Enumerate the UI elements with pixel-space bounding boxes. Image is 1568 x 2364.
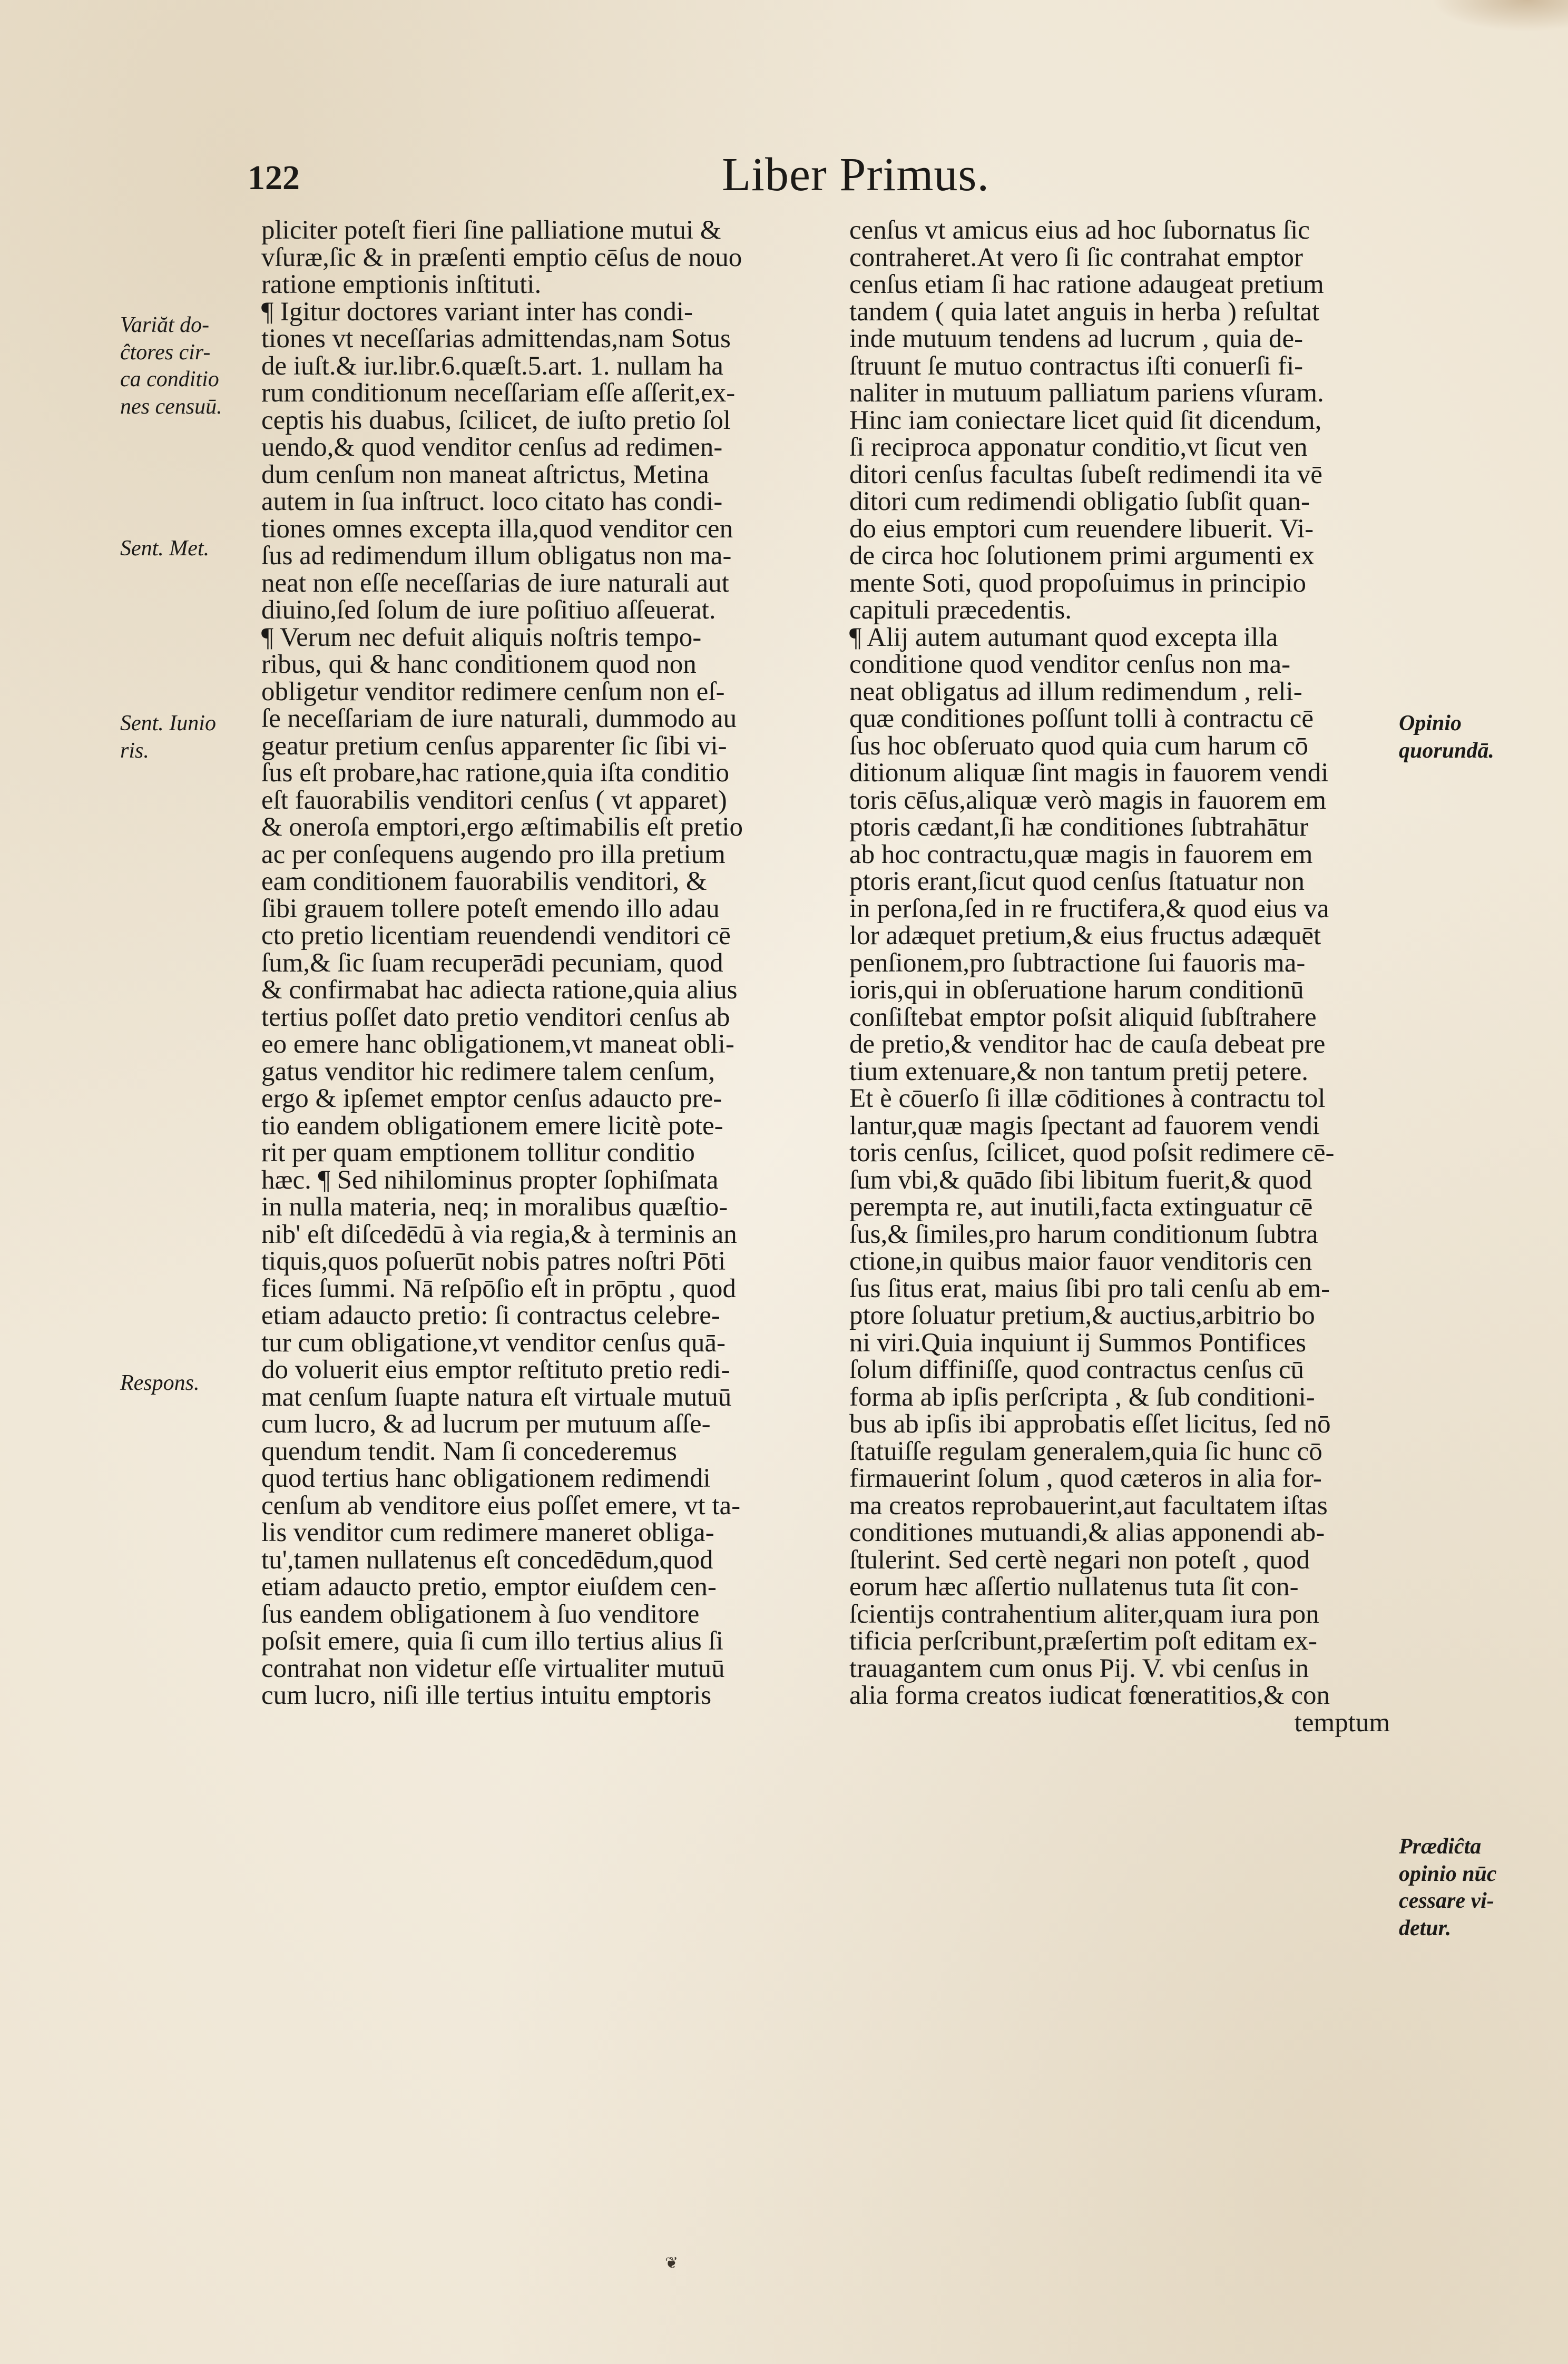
text-line: mat cenſum ſuapte natura eſt virtuale mutuū (261, 1382, 732, 1412)
text-line: de pretio,& venditor hac de cauſa debeat pre (849, 1029, 1326, 1059)
text-line: ſus hoc obſeruato quod quia cum harum cō (849, 731, 1309, 761)
text-line: quendum tendit. Nam ſi concederemus (261, 1436, 677, 1466)
left-text-column (261, 217, 809, 1710)
running-title: Liber Primus. (722, 149, 989, 201)
text-line: ſtruunt ſe mutuo contractus iſti conuerſi fi- (849, 351, 1304, 381)
text-line: trauagantem cum onus Pij. V. vbi cenſus in (849, 1653, 1309, 1683)
text-line: quæ conditiones poſſunt tolli à contractu cē (849, 704, 1314, 733)
text-line: cenſus etiam ſi hac ratione adaugeat pretium (849, 270, 1324, 299)
text-line: ¶ Verum nec defuit aliquis noſtris tempo- (261, 622, 702, 652)
text-line: ab hoc contractu,quæ magis in fauorem em (849, 839, 1313, 869)
text-line: conditiones mutuandi,& alias apponendi ab- (849, 1518, 1325, 1547)
text-line: cum lucro, niſi ille tertius intuitu emptoris (261, 1681, 712, 1710)
text-line: toris cenſus, ſcilicet, quod poſsit redimere cē- (849, 1138, 1335, 1168)
printer-ornament: ❦ (665, 2254, 679, 2272)
margin-note-line: detur. (1399, 1916, 1452, 1940)
margin-note-line: Sent. Iunio (120, 711, 216, 735)
text-line: tiones vt neceſſarias admittendas,nam Sotus (261, 324, 731, 354)
margin-note-line: ca conditio (120, 367, 219, 391)
margin-note-line: Opinio (1399, 711, 1462, 735)
text-line: de circa hoc ſolutionem primi argumenti ex (849, 541, 1315, 571)
text-line: etiam adaucto pretio: ſi contractus celebre- (261, 1301, 720, 1330)
text-line: ni viri.Quia inquiunt ij Summos Pontifices (849, 1328, 1306, 1358)
text-line: pliciter poteſt fieri ſine palliatione mutui & (261, 215, 721, 245)
text-line: alia forma creatos iudicat fœneratitios,& con (849, 1681, 1330, 1710)
text-line: Hinc iam coniectare licet quid ſit dicendum, (849, 405, 1322, 435)
text-line: ſus ad redimendum illum obligatus non ma- (261, 541, 732, 571)
margin-note-left (120, 710, 216, 764)
text-line: obligetur venditor redimere cenſum non eſ- (261, 676, 725, 707)
text-line: conditione quod venditor cenſus non ma- (849, 650, 1291, 679)
margin-note-line: cessare vi- (1399, 1889, 1494, 1913)
catchword: temptum (1294, 1708, 1390, 1738)
text-line: ſus ſitus erat, maius ſibi pro tali cenſu ab em- (849, 1273, 1330, 1303)
text-line: uendo,& quod venditor cenſus ad redimen- (261, 433, 723, 462)
text-line: rum conditionum neceſſariam eſſe aſſerit,ex- (261, 378, 736, 408)
text-line: ditori cum redimendi obligatio ſubſit quan- (849, 487, 1310, 516)
text-line: ceptis his duabus, ſcilicet, de iuſto pretio ſol (261, 405, 731, 435)
text-line: ſcientijs contrahentium aliter,quam iura pon (849, 1599, 1319, 1629)
text-line: rit per quam emptionem tollitur conditio (261, 1138, 695, 1168)
text-line: firmauerint ſolum , quod cæteros in alia for- (849, 1464, 1322, 1493)
text-line: cum lucro, & ad lucrum per mutuum aſſe- (261, 1409, 711, 1439)
text-line: inde mutuum tendens ad lucrum , quia de- (849, 324, 1304, 354)
text-line: ſibi grauem tollere poteſt emendo illo adau (261, 894, 720, 924)
text-line: tiones omnes excepta illa,quod venditor cen (261, 514, 733, 544)
text-line: perempta re, aut inutili,facta extinguatur cē (849, 1192, 1313, 1222)
text-line: vſuræ,ſic & in præſenti emptio cēſus de nouo (261, 242, 742, 272)
margin-note-line: Sent. Met. (120, 536, 210, 561)
text-line: dum cenſum non maneat aſtrictus, Metina (261, 459, 709, 489)
page-header (248, 148, 1396, 205)
text-line: mente Soti, quod propoſuimus in principio (849, 568, 1306, 598)
text-line: diuino,ſed ſolum de iure poſitiuo aſſeuerat. (261, 595, 716, 625)
text-line: tertius poſſet dato pretio venditori cenſus ab (261, 1002, 730, 1032)
text-line: ¶ Igitur doctores variant inter has condi- (261, 297, 693, 327)
text-line: ¶ Alij autem autumant quod excepta illa (849, 622, 1278, 652)
text-line: ditori cenſus facultas ſubeſt redimendi ita vē (849, 459, 1322, 489)
text-line: ſus eandem obligationem à ſuo venditore (261, 1599, 700, 1629)
text-line: eſt fauorabilis venditori cenſus ( vt apparet) (261, 785, 727, 815)
margin-note-left (120, 312, 222, 420)
text-line: in nulla materia, neq; in moralibus quæſtio- (261, 1192, 728, 1222)
text-line: ptoris erant,ſicut quod cenſus ſtatuatur non (849, 867, 1305, 896)
text-line: autem in ſua inſtruct. loco citato has condi- (261, 487, 723, 516)
text-line: ma creatos reprobauerint,aut facultatem iſtas (849, 1490, 1328, 1521)
margin-note-line: ris. (120, 738, 149, 763)
margin-note-left (120, 1370, 200, 1397)
margin-note-line: opinio nūc (1399, 1861, 1497, 1886)
text-line: tificia perſcribunt,præſertim poſt editam ex- (849, 1626, 1317, 1656)
text-line: ctione,in quibus maior fauor venditoris cen (849, 1247, 1312, 1276)
margin-note-line: ĉtores cir- (120, 340, 211, 365)
text-line: ſum vbi,& quādo ſibi libitum fuerit,& quod (849, 1165, 1312, 1195)
margin-note-line: Respons. (120, 1371, 200, 1395)
text-line: cto pretio licentiam reuendendi venditori cē (261, 921, 731, 950)
text-line: ribus, qui & hanc conditionem quod non (261, 650, 697, 679)
text-line: tandem ( quia latet anguis in herba ) reſultat (849, 297, 1320, 327)
text-line: ſe neceſſariam de iure naturali, dummodo au (261, 704, 737, 733)
text-line: lantur,quæ magis ſpectant ad fauorem vendi (849, 1111, 1320, 1141)
margin-note-line: Prædiĉta (1399, 1835, 1482, 1859)
text-line: tium extenuare,& non tantum pretij petere. (849, 1056, 1308, 1086)
text-line: do eius emptori cum reuendere libuerit. Vi- (849, 514, 1314, 544)
text-line: eorum hæc aſſertio nullatenus tuta ſit con- (849, 1572, 1299, 1602)
text-line: penſionem,pro ſubtractione ſui fauoris ma- (849, 948, 1306, 978)
text-line: de iuſt.& iur.libr.6.quæſt.5.art. 1. nullam ha (261, 351, 723, 381)
text-line: do voluerit eius emptor reſtituto pretio redi- (261, 1355, 730, 1385)
text-line: eam conditionem fauorabilis venditori, & (261, 867, 707, 896)
text-line: Et è cōuerſo ſi illæ cōditiones à contractu tol (849, 1084, 1326, 1113)
text-line: poſsit emere, quia ſi cum illo tertius alius ſi (261, 1626, 723, 1656)
text-line: ſtulerint. Sed certè negari non poteſt , quod (849, 1545, 1310, 1575)
text-line: quod tertius hanc obligationem redimendi (261, 1464, 711, 1493)
text-line: bus ab ipſis ibi approbatis eſſet licitus, ſed nō (849, 1409, 1331, 1439)
text-line: eo emere hanc obligationem,vt maneat obli- (261, 1029, 734, 1059)
margin-note-line: quorundā. (1399, 738, 1494, 763)
text-line: conſiſtebat emptor poſsit aliquid ſubſtrahere (849, 1002, 1317, 1032)
text-line: tio eandem obligationem emere licitè pote- (261, 1111, 723, 1141)
text-line: neat obligatus ad illum redimendum , reli- (849, 676, 1302, 707)
margin-note-right (1399, 710, 1494, 764)
text-line: fices ſummi. Nā reſpōſio eſt in prōptu , quod (261, 1273, 736, 1303)
right-text-column (849, 217, 1397, 1737)
text-line: hæc. ¶ Sed nihilominus propter ſophiſmata (261, 1165, 719, 1195)
margin-note-line: nes censuū. (120, 394, 222, 419)
text-line: lor adæquet pretium,& eius fructus adæquēt (849, 921, 1321, 950)
text-line: naliter in mutuum palliatum pariens vſuram. (849, 378, 1324, 408)
text-line: nib' eſt diſcedēdū à via regia,& à terminis an (261, 1219, 737, 1249)
margin-note-left (120, 535, 209, 563)
margin-note-right (1399, 1833, 1497, 1942)
text-line: ſi reciproca apponatur conditio,vt ſicut ven (849, 433, 1308, 462)
text-line: ergo & ipſemet emptor cenſus adaucto pre- (261, 1084, 722, 1113)
text-line: neat non eſſe neceſſarias de iure naturali aut (261, 568, 729, 598)
text-line: ptore ſoluatur pretium,& auctius,arbitrio bo (849, 1301, 1315, 1330)
text-line: & oneroſa emptori,ergo æſtimabilis eſt pretio (261, 812, 743, 842)
page-number: 122 (248, 159, 300, 197)
text-line: cenſum ab venditore eius poſſet emere, vt ta- (261, 1490, 741, 1521)
text-line: forma ab ipſis perſcripta , & ſub conditioni- (849, 1382, 1315, 1412)
text-line: lis venditor cum redimere maneret obliga- (261, 1518, 714, 1547)
text-line: ſtatuiſſe regulam generalem,quia ſic hunc cō (849, 1436, 1322, 1466)
text-line: ioris,qui in obſeruatione harum conditionū (849, 975, 1304, 1005)
text-line: contraheret.At vero ſi ſic contrahat emptor (849, 242, 1303, 272)
text-line: toris cēſus,aliquæ verò magis in fauorem em (849, 785, 1327, 815)
paper-stain (1431, 0, 1568, 32)
text-line: tiquis,quos poſuerūt nobis patres noſtri Pōti (261, 1247, 726, 1276)
text-line: ſus eſt probare,hac ratione,quia iſta conditio (261, 758, 729, 788)
text-line: gatus venditor hic redimere talem cenſum, (261, 1056, 716, 1086)
text-line: ptoris cædant,ſi hæ conditiones ſubtrahātur (849, 812, 1309, 842)
text-line: ſum,& ſic ſuam recuperādi pecuniam, quod (261, 948, 723, 978)
text-line: ac per conſequens augendo pro illa pretium (261, 839, 726, 869)
text-line: & confirmabat hac adiecta ratione,quia alius (261, 975, 738, 1005)
text-line: cenſus vt amicus eius ad hoc ſubornatus ſic (849, 215, 1310, 245)
text-line: tur cum obligatione,vt venditor cenſus quā- (261, 1328, 726, 1358)
text-line: capituli præcedentis. (849, 595, 1072, 625)
text-line: ratione emptionis inſtituti. (261, 270, 542, 299)
text-line: ſolum diffiniſſe, quod contractus cenſus cū (849, 1355, 1305, 1385)
text-line: contrahat non videtur eſſe virtualiter mutuū (261, 1653, 725, 1683)
text-line: in perſona,ſed in re fructifera,& quod eius va (849, 894, 1329, 924)
margin-note-line: Variăt do- (120, 313, 210, 337)
text-line: geatur pretium cenſus apparenter ſic ſibi vi- (261, 731, 727, 761)
text-line: tu',tamen nullatenus eſt concedēdum,quod (261, 1545, 713, 1575)
text-line: etiam adaucto pretio, emptor eiuſdem cen- (261, 1572, 717, 1602)
text-line: ditionum aliquæ ſint magis in fauorem vendi (849, 758, 1329, 788)
text-line: ſus,& ſimiles,pro harum conditionum ſubtra (849, 1219, 1318, 1249)
